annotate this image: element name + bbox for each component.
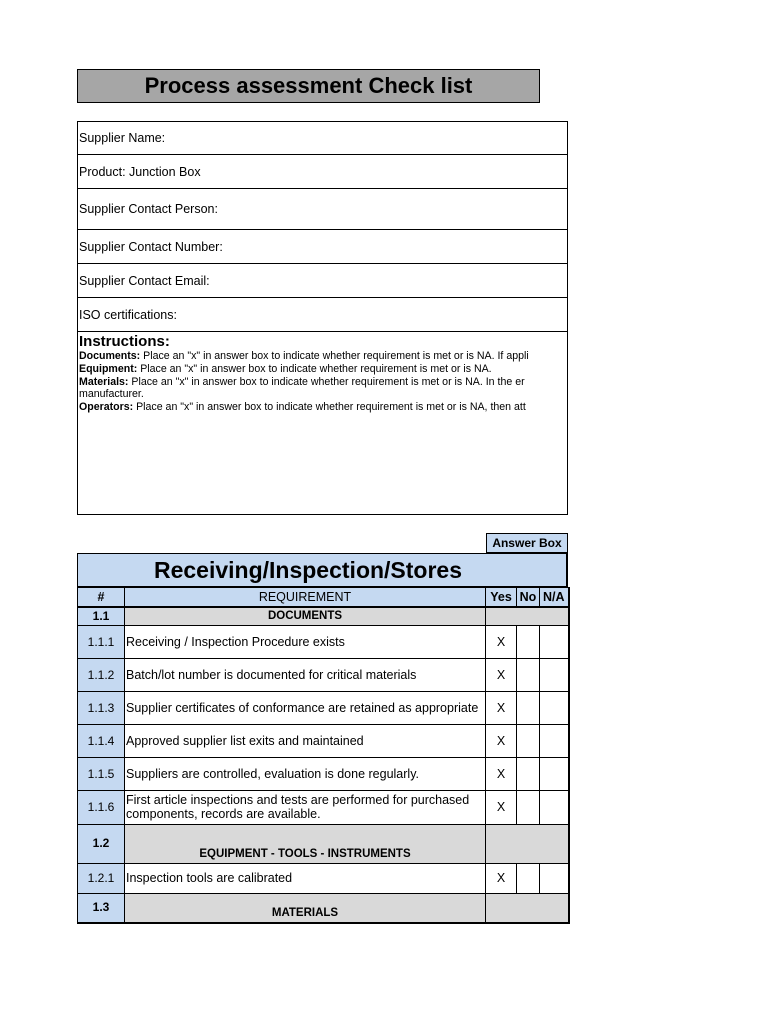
category-num: 1.2 xyxy=(78,824,125,863)
row-requirement: Receiving / Inspection Procedure exists xyxy=(125,625,486,658)
answer-na-cell[interactable] xyxy=(540,658,569,691)
table-row xyxy=(78,863,569,893)
category-num: 1.3 xyxy=(78,893,125,923)
answer-no-cell[interactable] xyxy=(517,658,540,691)
page-title: Process assessment Check list xyxy=(77,69,540,103)
supplier-contact-number-field[interactable]: Supplier Contact Number: xyxy=(78,230,567,264)
supplier-name-field[interactable]: Supplier Name: xyxy=(78,122,567,155)
row-requirement: First article inspections and tests are performed for purchased components, records are available. xyxy=(125,790,486,824)
instructions-box xyxy=(77,331,568,515)
instruction-equipment: Equipment: Place an "x" in answer box to indicate whether requirement is met or is NA. xyxy=(79,362,492,375)
category-row-documents xyxy=(78,607,569,625)
answer-no-cell[interactable] xyxy=(517,625,540,658)
instruction-materials-continued: manufacturer. xyxy=(79,388,144,401)
supplier-contact-email-field[interactable]: Supplier Contact Email: xyxy=(78,264,567,298)
row-requirement: Supplier certificates of conformance are retained as appropriate xyxy=(125,691,486,724)
header-yes: Yes xyxy=(486,588,517,608)
instruction-materials: Materials: Place an "x" in answer box to indicate whether requirement is met or is NA. In the er xyxy=(79,375,525,388)
answer-yes-cell[interactable]: X xyxy=(486,863,517,893)
supplier-info-box xyxy=(77,121,568,332)
answer-no-cell[interactable] xyxy=(517,724,540,757)
answer-yes-cell[interactable]: X xyxy=(486,757,517,790)
category-answer-blank xyxy=(486,893,569,923)
answer-na-cell[interactable] xyxy=(540,863,569,893)
answer-yes-cell[interactable]: X xyxy=(486,625,517,658)
category-answer-blank xyxy=(486,607,569,625)
answer-no-cell[interactable] xyxy=(517,863,540,893)
answer-na-cell[interactable] xyxy=(540,691,569,724)
category-answer-blank xyxy=(486,824,569,863)
table-row xyxy=(78,691,569,724)
product-field[interactable]: Product: Junction Box xyxy=(78,155,567,189)
category-row-equipment xyxy=(78,824,569,863)
answer-no-cell[interactable] xyxy=(517,691,540,724)
answer-yes-cell[interactable]: X xyxy=(486,790,517,824)
header-num: # xyxy=(78,588,125,608)
instructions-heading: Instructions: xyxy=(79,333,170,350)
row-requirement: Batch/lot number is documented for critical materials xyxy=(125,658,486,691)
header-no: No xyxy=(517,588,540,608)
section-title: Receiving/Inspection/Stores xyxy=(77,553,568,587)
row-num: 1.1.4 xyxy=(78,724,125,757)
category-row-materials xyxy=(78,893,569,923)
row-num: 1.2.1 xyxy=(78,863,125,893)
instruction-documents: Documents: Place an "x" in answer box to indicate whether requirement is met or is NA. If appli xyxy=(79,350,529,362)
answer-yes-cell[interactable]: X xyxy=(486,658,517,691)
answer-box-label: Answer Box xyxy=(486,533,568,553)
table-row xyxy=(78,658,569,691)
category-label: MATERIALS xyxy=(125,893,486,923)
answer-yes-cell[interactable]: X xyxy=(486,724,517,757)
table-row xyxy=(78,724,569,757)
answer-na-cell[interactable] xyxy=(540,724,569,757)
table-row xyxy=(78,625,569,658)
category-num: 1.1 xyxy=(78,607,125,625)
category-label: EQUIPMENT - TOOLS - INSTRUMENTS xyxy=(125,824,486,863)
row-requirement: Suppliers are controlled, evaluation is done regularly. xyxy=(125,757,486,790)
header-na: N/A xyxy=(540,588,569,608)
table-row xyxy=(78,790,569,824)
row-num: 1.1.3 xyxy=(78,691,125,724)
row-requirement: Approved supplier list exits and maintained xyxy=(125,724,486,757)
row-requirement: Inspection tools are calibrated xyxy=(125,863,486,893)
table-header-row xyxy=(78,588,569,608)
supplier-contact-person-field[interactable]: Supplier Contact Person: xyxy=(78,189,567,230)
checklist-table xyxy=(77,587,570,924)
iso-certifications-field[interactable]: ISO certifications: xyxy=(79,307,177,322)
answer-na-cell[interactable] xyxy=(540,757,569,790)
answer-yes-cell[interactable]: X xyxy=(486,691,517,724)
row-num: 1.1.5 xyxy=(78,757,125,790)
answer-na-cell[interactable] xyxy=(540,790,569,824)
row-num: 1.1.1 xyxy=(78,625,125,658)
table-row xyxy=(78,757,569,790)
row-num: 1.1.6 xyxy=(78,790,125,824)
answer-na-cell[interactable] xyxy=(540,625,569,658)
instruction-operators: Operators: Place an "x" in answer box to indicate whether requirement is met or is NA, then att xyxy=(79,401,526,414)
row-num: 1.1.2 xyxy=(78,658,125,691)
answer-no-cell[interactable] xyxy=(517,790,540,824)
category-label: DOCUMENTS xyxy=(125,607,486,625)
header-requirement: REQUIREMENT xyxy=(125,588,486,608)
answer-no-cell[interactable] xyxy=(517,757,540,790)
